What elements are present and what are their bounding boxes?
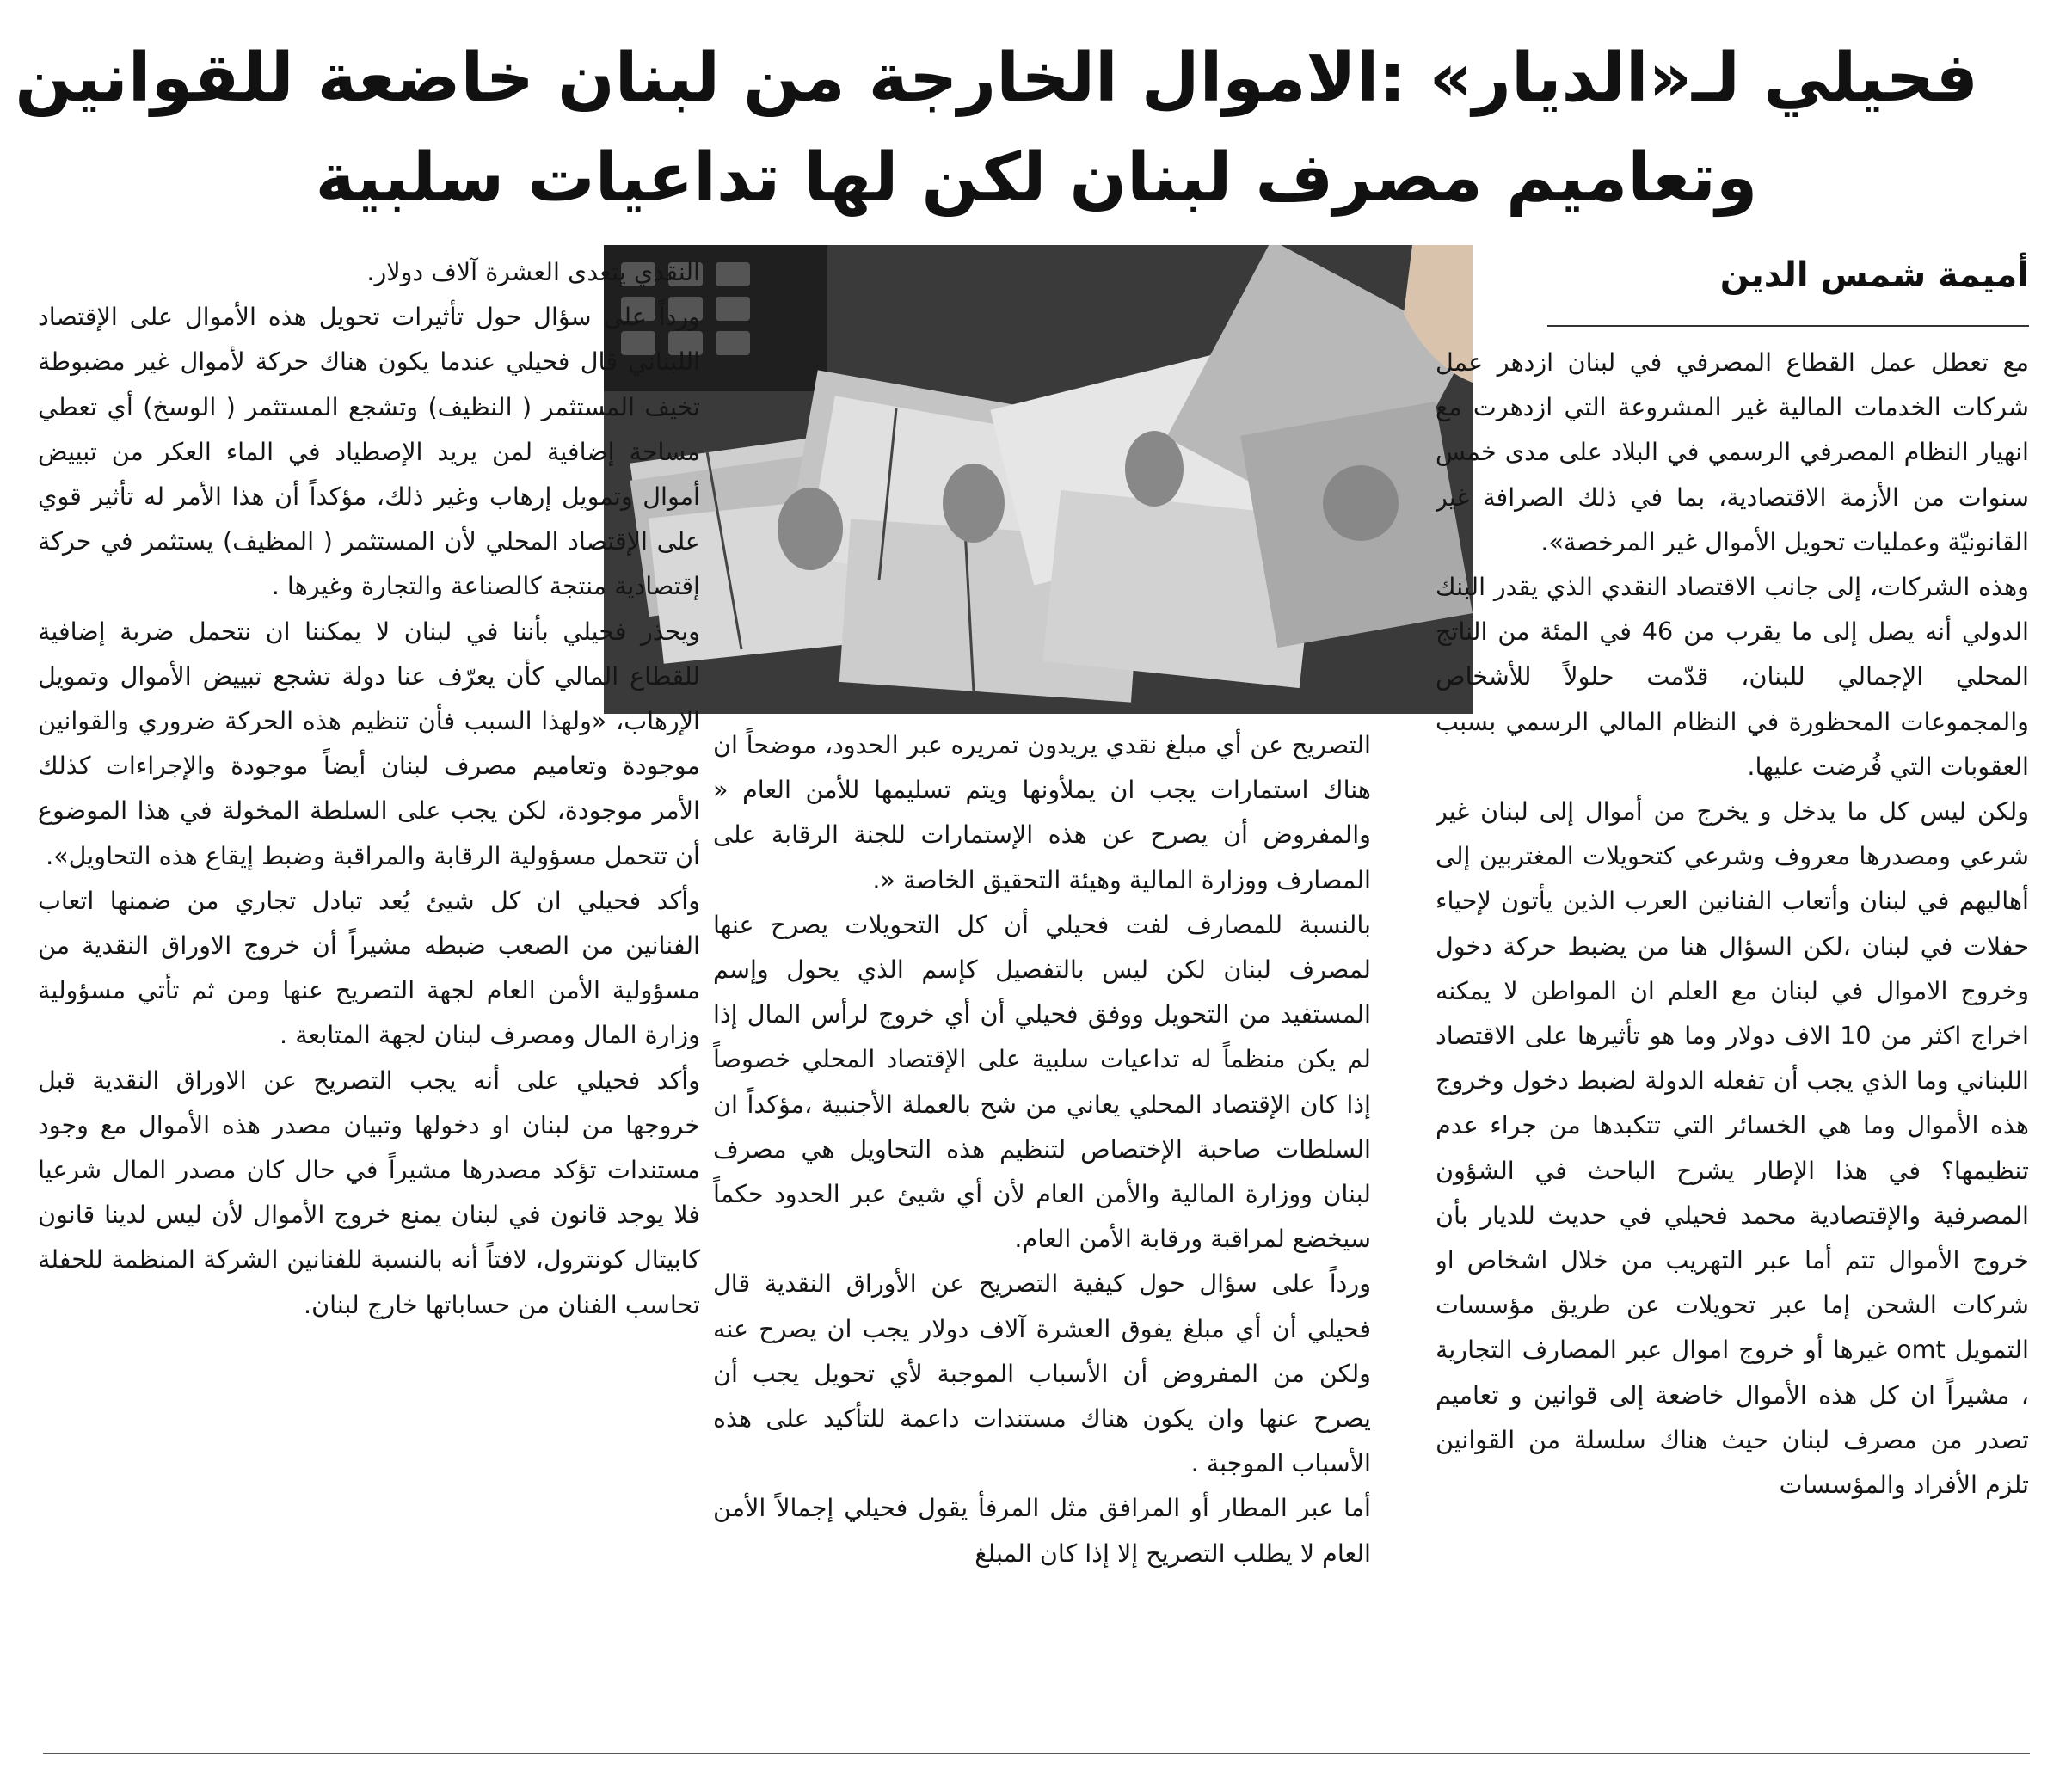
byline: أميمة شمس الدين [1719, 255, 2029, 295]
column-3-paragraph: النقدي يتعدى العشرة آلاف دولار. [366, 257, 700, 286]
bottom-divider [43, 1753, 2030, 1754]
article-column-1 [1436, 340, 2029, 1733]
column-2-paragraph: ورداً على سؤال حول كيفية التصريح عن الأوراق النقدية قال فحيلي أن أي مبلغ يفوق العشرة آلاف دولار يجب ان يصرح عنه ولكن من المفروض أن الأسباب الموجبة لأي تحويل يجب أن يصرح عنها وان يكون هناك مستندات داعمة للتأكيد على هذه الأسباب الموجبة . [713, 1268, 1371, 1478]
column-3-paragraph: وأكد فحيلي على أنه يجب التصريح عن الاوراق النقدية قبل خروجها من لبنان او دخولها وتبيان مصدر هذه الأموال مع وجود مستندات تؤكد مصدرها مشيراً في حال كان مصدر المال شرعيا فلا يوجد قانون في لبنان يمنع خروج الأموال لأن ليس لدينا قانون كابيتال كونترول، لافتاً أنه بالنسبة للفنانين الشركة المنظمة للحفلة تحاسب الفنان من حساباتها خارج لبنان. [38, 1065, 700, 1319]
headline-line-2: وتعاميم مصرف لبنان لكن لها تداعيات سلبية [315, 139, 1758, 217]
column-3-paragraph: وأكد فحيلي ان كل شيئ يُعد تبادل تجاري من ضمنها اتعاب الفنانين من الصعب ضبطه مشيراً أن خروج الاوراق النقدية من مسؤولية الأمن العام لجهة التصريح عنها ومن ثم تأتي مسؤولية وزارة المال ومصرف لبنان لجهة المتابعة . [38, 885, 700, 1050]
column-2-paragraph: بالنسبة للمصارف لفت فحيلي أن كل التحويلات يصرح عنها لمصرف لبنان لكن ليس بالتفصيل كإسم الذي يحول وإسم المستفيد من التحويل ووفق فحيلي أن أي خروج لرأس المال إذا لم يكن منظماً له تداعيات سلبية على الإقتصاد المحلي خصوصاً إذا كان الإقتصاد المحلي يعاني من شح بالعملة الأجنبية ،مؤكداً ان السلطات صاحبة الإختصاص لتنظيم هذه التحاويل هي مصرف لبنان ووزارة المالية والأمن العام لأن أي شيئ عبر الحدود حكماً سيخضع لمراقبة ورقابة الأمن العام. [713, 909, 1371, 1254]
column-1-paragraph: مع تعطل عمل القطاع المصرفي في لبنان ازدهر عمل شركات الخدمات المالية غير المشروعة التي ازدهرت مع انهيار النظام المصرفي الرسمي في البلاد على مدى خمس سنوات من الأزمة الاقتصادية، بما في ذلك الصرافة غير القانونيّة وعمليات تحويل الأموال غير المرخصة». [1436, 347, 2029, 556]
column-2-paragraph: التصريح عن أي مبلغ نقدي يريدون تمريره عبر الحدود، موضحاً ان هناك استمارات يجب ان يملأونها ويتم تسليمها للأمن العام « والمفروض أن يصرح عن هذه الإستمارات للجنة الرقابة على المصارف ووزارة المالية وهيئة التحقيق الخاصة «. [713, 730, 1371, 894]
column-3-paragraph: ويحذر فحيلي بأننا في لبنان لا يمكننا ان نتحمل ضربة إضافية للقطاع المالي كأن يعرّف عنا دولة تشجع تبييض الأموال وتمويل الإرهاب، «ولهذا السبب فأن تنظيم هذه الحركة ضروري والقوانين موجودة وتعاميم مصرف لبنان أيضاً موجودة والإجراءات كذلك الأمر موجودة، لكن يجب على السلطة المخولة في هذا الموضوع أن تتحمل مسؤولية الرقابة والمراقبة وضبط إيقاع هذه التحاويل». [38, 616, 700, 870]
column-1-paragraph: وهذه الشركات، إلى جانب الاقتصاد النقدي الذي يقدر البنك الدولي أنه يصل إلى ما يقرب من 46 في المئة من الناتج المحلي الإجمالي للبنان، قدّمت حلولاً للأشخاص والمجموعات المحظورة في النظام المالي الرسمي بسبب العقوبات التي فُرضت عليها. [1436, 572, 2029, 781]
article-column-2 [713, 722, 1371, 1741]
article-column-3 [38, 249, 700, 1741]
headline-line-1: فحيلي لـ«الديار» :الاموال الخارجة من لبنان خاضعة للقوانين [15, 40, 1978, 117]
column-1-paragraph: ولكن ليس كل ما يدخل و يخرج من أموال إلى لبنان غير شرعي ومصدرها معروف وشرعي كتحويلات المغتربين إلى أهاليهم في لبنان وأتعاب الفنانين العرب الذين يأتون لإحياء حفلات في لبنان ،لكن السؤال هنا من يضبط حركة دخول وخروج الاموال في لبنان مع العلم ان المواطن لا يمكنه اخراج اكثر من 10 الاف دولار وما هو تأثيرها على الاقتصاد اللبناني وما الذي يجب أن تفعله الدولة لضبط دخول وخروج هذه الأموال وما هي الخسائر التي تتكبدها من جراء عدم تنظيمها؟ في هذا الإطار يشرح الباحث في الشؤون المصرفية والإقتصادية محمد فحيلي في حديث للديار بأن خروج الأموال تتم أما عبر التهريب من خلال اشخاص او شركات الشحن إما عبر تحويلات عن طريق مؤسسات التمويل omt غيرها أو خروج اموال عبر المصارف التجارية ، مشيراً ان كل هذه الأموال خاضعة إلى قوانين و تعاميم تصدر من مصرف لبنان حيث هناك سلسلة من القوانين تلزم الأفراد والمؤسسات [1436, 796, 2029, 1500]
money-photo [604, 245, 1473, 714]
column-3-paragraph: ورداً على سؤال حول تأثيرات تحويل هذه الأموال على الإقتصاد اللبناني قال فحيلي عندما يكون هناك حركة لأموال غير مضبوطة تخيف المستثمر ( النظيف) وتشجع المستثمر ( الوسخ) أي تعطي مساحة إضافية لمن يريد الإصطياد في الماء العكر من تبييض أموال وتمويل إرهاب وغير ذلك، مؤكداً أن هذا الأمر له تأثير قوي على الإقتصاد المحلي لأن المستثمر ( المظيف) يستثمر في حركة إقتصادية منتجة كالصناعة والتجارة وغيرها . [38, 302, 700, 601]
byline-divider [1547, 325, 2029, 327]
column-2-paragraph: أما عبر المطار أو المرافق مثل المرفأ يقول فحيلي إجمالاً الأمن العام لا يطلب التصريح إلا إذا كان المبلغ [713, 1493, 1371, 1568]
banknotes-image-icon [604, 245, 1473, 714]
